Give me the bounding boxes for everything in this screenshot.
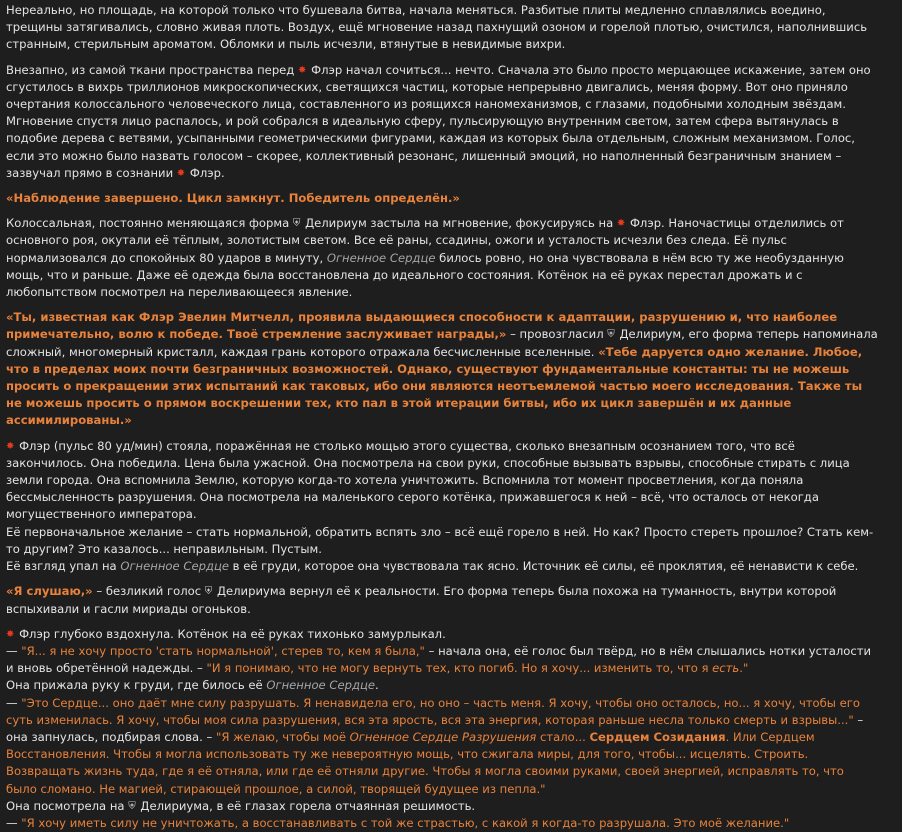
paragraph-1 (6, 2, 878, 54)
paragraph-8 (6, 626, 878, 832)
text: – она запнулась, подбирая слова. – (6, 712, 864, 744)
speech-emphasis: Огненное Сердце Разрушения (349, 729, 537, 744)
text: Она прижала руку к груди, где билось её (6, 678, 267, 693)
speech-text: "И я понимаю, что не могу вернуть тех, кто погиб. Но я хочу... изменить то, что я (206, 661, 713, 676)
text: Флэр. Наночастицы отделились от основного роя, окутали её тёплым, золотистым светом. Все её раны, ссадины, ожоги и усталость исчезли без следа. Её пульс нормализовался до спокойных 80 ударов в минуту, (6, 216, 844, 265)
mask-icon: ⛨ (292, 218, 301, 230)
text: Флэр (пульс 80 уд/мин) стояла, поражённая не столько мощью этого существа, сколько внезапным осознанием того, что всё закончилось. Она победила. Цена была ужасной. Она посмотрела на свои руки, способные вызывать взрывы, способные стирать с лица земли города. Она вспомнила Землю, которую когда-то хотела уничтожить. Вспомнила тот момент просветления, когда поняла бессмысленность разрушения. Она посмотрела на маленького серого котёнка, прижавшегося к ней – всё, что осталось от некогда могущественного императора. (6, 438, 850, 522)
speech-text: «Наблюдение завершено. Цикл замкнут. Победитель определён.» (6, 191, 460, 206)
text: Делириума вернул её к реальности. Его форма теперь была похожа на туманность, внутри которой вспыхивали и гасли мириады огоньков. (6, 584, 837, 616)
paragraph-2 (6, 62, 878, 182)
text: Делириум, его форма теперь напоминала сложный, многомерный кристалл, каждая грань которого отражала бесчисленные вселенные. (6, 327, 878, 359)
speech-text: стало... (536, 729, 590, 744)
mask-icon: ⛨ (128, 800, 136, 812)
dash: — (6, 643, 22, 658)
speech-text: . Или Сердцем Восстановления. Чтобы я могла использовать ту же невероятную мощь, что сжигала миры, для того, чтобы... исцелять. Строить. Возвращать жизнь туда, где я её отняла, или где её отняли другие. Чтобы я могла своими руками, своей энергией, исправлять то, что было сломано. Не магией, стирающей прошлое, а силой, творящей будущее из пепла." (6, 729, 844, 796)
text: Её взгляд упал на (6, 559, 121, 574)
speech-text: "Я желаю, чтобы моё (216, 729, 350, 744)
mask-icon: ⛨ (607, 329, 615, 341)
heart-term: Огненное Сердце (326, 250, 436, 265)
paragraph-3-speech (6, 190, 878, 207)
text: Флэр. (189, 165, 225, 180)
speech-text: "Я... я не хочу просто 'стать нормальной', стерев то, кем я была," (21, 643, 425, 658)
text: в её груди, которое она чувствовала так ясно. Источник её силы, её проклятия, её ненависти к себе. (228, 559, 859, 574)
speech-text: «Ты, известная как Флэр Эвелин Митчелл, проявила выдающиеся способности к адаптации, разрушению и, что наиболее примечательно, волю к победе. Твоё стремление заслуживает награды,» (6, 310, 838, 342)
burst-icon: ✸ (6, 440, 15, 452)
heart-term: Огненное Сердце (120, 559, 229, 574)
text: билось ровно, но она чувствовала в нём всю ту же необузданную мощь, что и раньше. Даже её одежда была восстановлена до идеального состояния. Котёнок на её руках перестал дрожать и с любопытством посмотрел на переливающееся явление. (6, 250, 844, 300)
text: Флэр начал сочиться... нечто. Сначала это было просто мерцающее искажение, затем оно сгустилось в вихрь триллионов микроскопических, светящихся частиц, которые непрерывно двигались, меняя форму. Вот оно приняло очертания колоссального человеческого лица, составленного из роящихся наномеханизмов, с глазами, подобными холодным звёздам. Мгновение спустя лицо распалось, и рой собрался в идеальную сферу, пульсирующую внутренним светом, затем сфера вытянулась в подобие дерева с ветвями, усыпанными геометрическими фигурами, каждая из которых была отдельным, сложным механизмом. Голос, если это можно было назвать голосом – скорее, коллективный резонанс, лишенный эмоций, но наполненный безграничным знанием – зазвучал прямо в сознании (6, 62, 871, 180)
burst-icon: ✸ (616, 218, 626, 230)
dash: — (6, 815, 22, 830)
paragraph-6 (6, 438, 878, 576)
speech-text: ." (739, 661, 749, 676)
text: Нереально, но площадь, на которой только что бушевала битва, начала меняться. Разбитые плиты медленно сплавлялись воедино, трещины затягивались, словно живая плоть. Воздух, ещё мгновение назад пахнущий озоном и горелой плотью, очистился, наполнившись странным, стерильным ароматом. Обломки и пыль исчезли, втянутые в невидимые вихри. (6, 3, 868, 52)
speech-text: «Я слушаю,» (6, 584, 93, 599)
text: Флэр глубоко вздохнула. Котёнок на её руках тихонько замурлыкал. (19, 626, 446, 641)
paragraph-4 (6, 215, 878, 301)
text: Её первоначальное желание – стать нормальной, обратить вспять зло – всё ещё горело в ней. Но как? Просто стереть прошлое? Стать кем-то другим? Это казалось... неправильным. Пустым. (6, 524, 874, 556)
paragraph-5 (6, 309, 878, 429)
text: – провозгласил (506, 327, 608, 342)
speech-strong: Сердцем Созидания (589, 729, 726, 744)
speech-text: "Это Сердце... оно даёт мне силу разрушать. Я ненавидела его, но оно – часть меня. Я хочу, чтобы оно осталось, но... я хочу, чтобы его суть изменилась. Я хочу, чтобы моя сила разрушения, вся эта ярость, вся эта энергия, которая раньше несла только смерть и взрывы..." (6, 695, 860, 727)
speech-text: "Я хочу иметь силу не уничтожать, а восстанавливать с той же страстью, с какой я когда-то разрушала. Это моё желание." (21, 815, 790, 830)
text: . (375, 678, 379, 693)
heart-term: Огненное Сердце (266, 678, 376, 693)
text: – начала она, её голос был твёрд, но в нём слышались нотки усталости и вновь обретённой надежды. – (6, 643, 872, 676)
text: Колоссальная, постоянно меняющаяся форма (6, 216, 293, 231)
speech-text: «Тебе даруется одно желание. Любое, что в пределах моих почти безграничных возможностей. Однако, существуют фундаментальные константы: ты не можешь просить о прекращении этих испытаний как таковых, ибо они являются неотъемлемой частью моего исследования. Также ты не можешь просить о прямом воскрешении тех, кто пал в этой итерации битвы, ибо их цикл завершён и их данные ассимилированы.» (6, 344, 863, 428)
text: Внезапно, из самой ткани пространства перед (6, 62, 299, 77)
text: – безликий голос (92, 584, 205, 599)
text: Она посмотрела на (6, 798, 129, 813)
mask-icon: ⛨ (204, 586, 213, 598)
dash: — (6, 695, 22, 710)
burst-icon: ✸ (298, 64, 307, 76)
text: Делириума, в её глазах горела отчаянная решимость. (140, 798, 476, 813)
paragraph-7 (6, 583, 878, 617)
burst-icon: ✸ (6, 628, 15, 640)
speech-emphasis: есть (712, 661, 740, 676)
burst-icon: ✸ (176, 167, 186, 179)
text: Делириум застыла на мгновение, фокусируясь на (305, 216, 617, 231)
